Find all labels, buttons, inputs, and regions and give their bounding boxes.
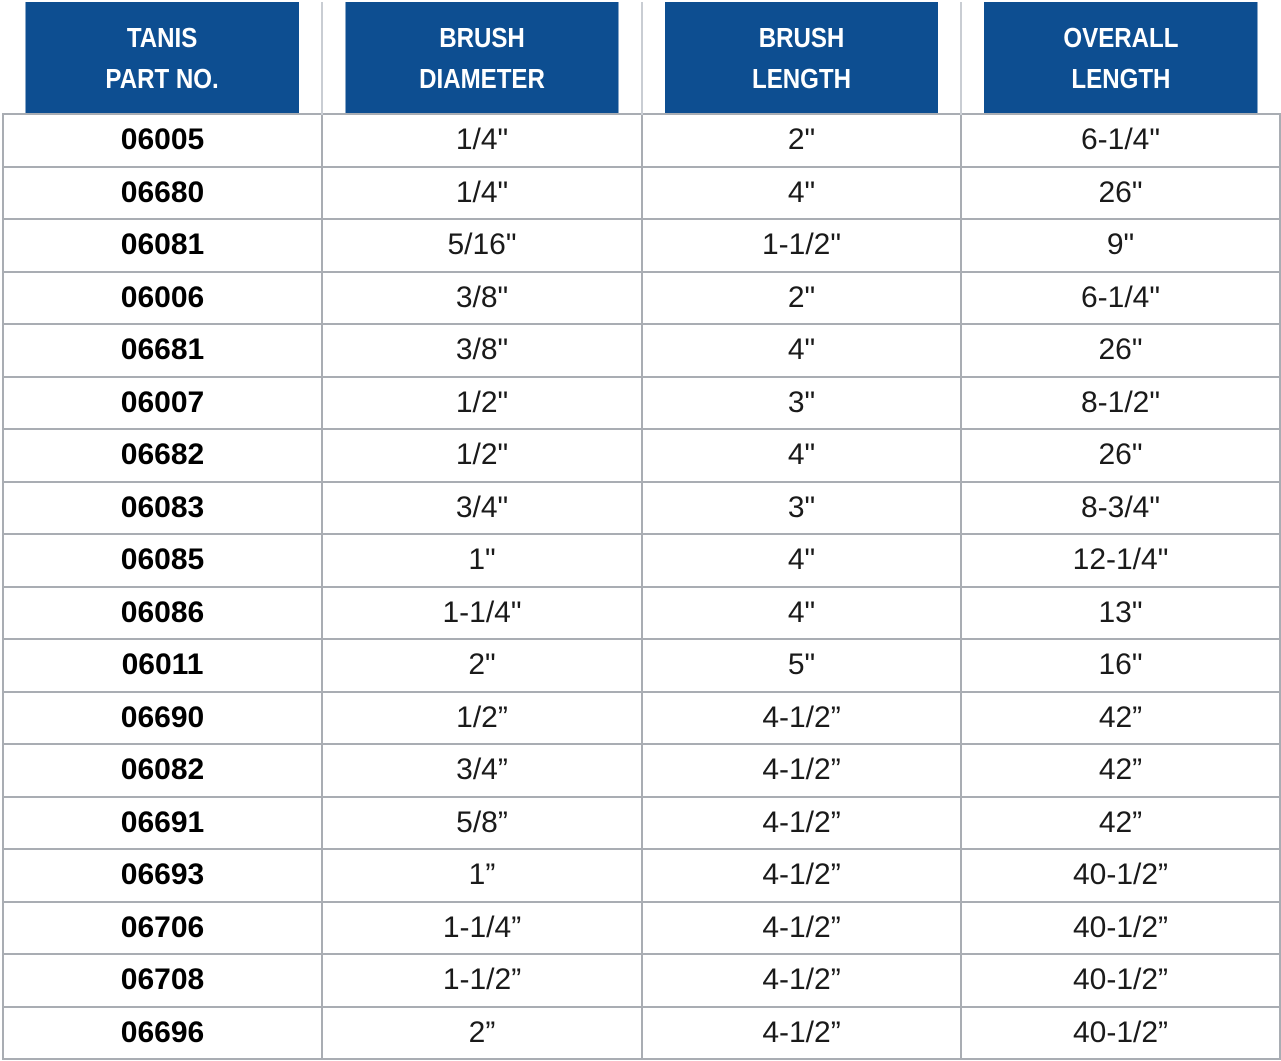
brush-length-cell: 4" <box>642 587 961 640</box>
brush-diameter-cell: 1" <box>322 534 642 587</box>
part-no-cell: 06006 <box>3 272 322 325</box>
brush-length-cell: 4-1/2” <box>642 954 961 1007</box>
table-row <box>3 219 1280 272</box>
brush-diameter-cell: 5/16" <box>322 219 642 272</box>
overall-length-cell: 40-1/2” <box>961 1007 1280 1060</box>
overall-length-cell: 13" <box>961 587 1280 640</box>
table-row <box>3 692 1280 745</box>
overall-length-cell: 40-1/2” <box>961 954 1280 1007</box>
overall-length-cell: 9" <box>961 219 1280 272</box>
table-row <box>3 587 1280 640</box>
brush-diameter-cell: 1-1/4" <box>322 587 642 640</box>
table-row <box>3 377 1280 430</box>
brush-spec-table <box>2 2 1281 1060</box>
brush-diameter-cell: 1-1/4” <box>322 902 642 955</box>
overall-length-cell: 6-1/4" <box>961 114 1280 167</box>
part-no-cell: 06680 <box>3 167 322 220</box>
overall-length-cell: 12-1/4" <box>961 534 1280 587</box>
table-row <box>3 954 1280 1007</box>
table-row <box>3 114 1280 167</box>
overall-length-cell: 42” <box>961 797 1280 850</box>
brush-diameter-cell: 5/8” <box>322 797 642 850</box>
part-no-cell: 06011 <box>3 639 322 692</box>
header-brush-length-line2: LENGTH <box>751 62 851 94</box>
header-overall-length-line2: LENGTH <box>1071 62 1171 94</box>
table-row <box>3 429 1280 482</box>
table-row <box>3 849 1280 902</box>
part-no-cell: 06081 <box>3 219 322 272</box>
overall-length-cell: 42” <box>961 692 1280 745</box>
brush-diameter-cell: 2” <box>322 1007 642 1060</box>
table-row <box>3 744 1280 797</box>
brush-diameter-cell: 1/4" <box>322 167 642 220</box>
brush-length-cell: 3" <box>642 377 961 430</box>
part-no-cell: 06082 <box>3 744 322 797</box>
table-row <box>3 272 1280 325</box>
header-row <box>3 2 1280 114</box>
table-row <box>3 902 1280 955</box>
part-no-cell: 06682 <box>3 429 322 482</box>
brush-diameter-cell: 1/2" <box>322 377 642 430</box>
table-row <box>3 482 1280 535</box>
overall-length-cell: 26" <box>961 167 1280 220</box>
part-no-cell: 06005 <box>3 114 322 167</box>
part-no-cell: 06690 <box>3 692 322 745</box>
brush-length-cell: 4-1/2” <box>642 744 961 797</box>
table-body <box>3 114 1280 1059</box>
brush-diameter-cell: 3/4" <box>322 482 642 535</box>
brush-length-cell: 4-1/2” <box>642 692 961 745</box>
table-row <box>3 534 1280 587</box>
header-overall-length-line1: OVERALL <box>1063 21 1179 53</box>
table-row <box>3 797 1280 850</box>
brush-length-cell: 2" <box>642 272 961 325</box>
overall-length-cell: 6-1/4" <box>961 272 1280 325</box>
overall-length-cell: 26" <box>961 429 1280 482</box>
brush-diameter-cell: 1/2” <box>322 692 642 745</box>
brush-length-cell: 4" <box>642 167 961 220</box>
brush-length-cell: 5" <box>642 639 961 692</box>
overall-length-cell: 26" <box>961 324 1280 377</box>
part-no-cell: 06083 <box>3 482 322 535</box>
part-no-cell: 06691 <box>3 797 322 850</box>
brush-diameter-cell: 2" <box>322 639 642 692</box>
brush-length-cell: 1-1/2" <box>642 219 961 272</box>
part-no-cell: 06681 <box>3 324 322 377</box>
brush-length-cell: 4" <box>642 324 961 377</box>
brush-diameter-cell: 3/8" <box>322 324 642 377</box>
overall-length-cell: 42” <box>961 744 1280 797</box>
part-no-cell: 06693 <box>3 849 322 902</box>
overall-length-cell: 8-1/2" <box>961 377 1280 430</box>
header-part-no-line1: TANIS <box>126 21 198 53</box>
brush-length-cell: 4" <box>642 534 961 587</box>
header-overall-length <box>983 2 1257 114</box>
brush-length-cell: 4-1/2” <box>642 902 961 955</box>
brush-diameter-cell: 1/4" <box>322 114 642 167</box>
header-brush-diameter-line2: DIAMETER <box>419 62 545 94</box>
overall-length-cell: 40-1/2” <box>961 902 1280 955</box>
part-no-cell: 06085 <box>3 534 322 587</box>
part-no-cell: 06007 <box>3 377 322 430</box>
overall-length-cell: 16" <box>961 639 1280 692</box>
header-part-no <box>25 2 299 114</box>
table-header <box>3 2 1280 114</box>
part-no-cell: 06706 <box>3 902 322 955</box>
table-row <box>3 324 1280 377</box>
overall-length-cell: 8-3/4" <box>961 482 1280 535</box>
brush-length-cell: 4-1/2” <box>642 797 961 850</box>
brush-diameter-cell: 3/4” <box>322 744 642 797</box>
header-brush-diameter <box>344 2 619 114</box>
brush-diameter-cell: 1” <box>322 849 642 902</box>
part-no-cell: 06696 <box>3 1007 322 1060</box>
brush-length-cell: 3" <box>642 482 961 535</box>
brush-length-cell: 4-1/2” <box>642 849 961 902</box>
brush-length-cell: 4" <box>642 429 961 482</box>
header-brush-length-line1: BRUSH <box>758 21 845 53</box>
brush-length-cell: 4-1/2” <box>642 1007 961 1060</box>
header-part-no-line2: PART NO. <box>105 62 219 94</box>
part-no-cell: 06086 <box>3 587 322 640</box>
table-row <box>3 1007 1280 1060</box>
table-row <box>3 639 1280 692</box>
overall-length-cell: 40-1/2” <box>961 849 1280 902</box>
brush-diameter-cell: 3/8" <box>322 272 642 325</box>
brush-diameter-cell: 1-1/2” <box>322 954 642 1007</box>
brush-diameter-cell: 1/2" <box>322 429 642 482</box>
header-brush-length <box>664 2 938 114</box>
part-no-cell: 06708 <box>3 954 322 1007</box>
table-row <box>3 167 1280 220</box>
brush-length-cell: 2" <box>642 114 961 167</box>
header-brush-diameter-line1: BRUSH <box>439 21 525 53</box>
